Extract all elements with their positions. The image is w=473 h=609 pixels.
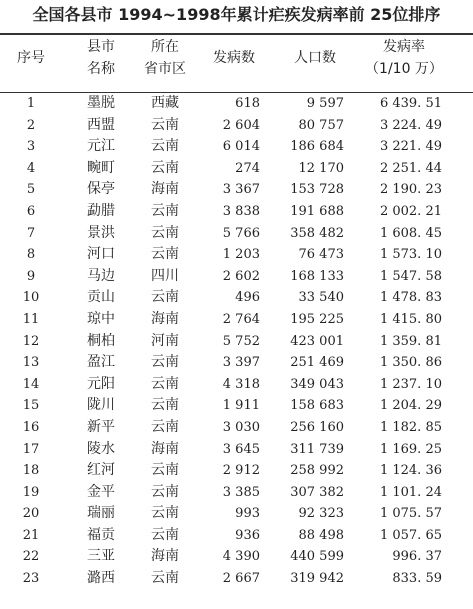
county-name: 元江 [87, 138, 115, 155]
incidence-rate: 2 002. 21 [379, 203, 442, 219]
province-name: 云南 [151, 505, 179, 522]
case-count: 3 645 [222, 441, 260, 457]
header-county: 县市 名称 [87, 39, 115, 77]
county-name: 元阳 [87, 375, 115, 392]
row-index: 23 [22, 571, 40, 587]
table-row [0, 136, 473, 158]
case-count: 1 911 [222, 398, 260, 414]
case-count: 3 397 [222, 355, 260, 371]
population-count: 168 133 [290, 268, 344, 284]
table-row [0, 331, 473, 353]
incidence-rate: 1 547. 58 [379, 268, 442, 284]
table-row [0, 287, 473, 309]
province-name: 云南 [151, 116, 179, 133]
case-count: 6 014 [222, 139, 260, 155]
county-name: 保亭 [87, 181, 115, 198]
row-index: 11 [22, 311, 40, 327]
population-count: 307 382 [290, 484, 344, 500]
county-name: 畹町 [87, 159, 115, 176]
population-count: 76 473 [298, 247, 344, 263]
case-count: 936 [235, 527, 260, 543]
case-count: 2 764 [222, 311, 260, 327]
county-name: 潞西 [87, 570, 115, 587]
county-name: 新平 [87, 418, 115, 435]
province-name: 云南 [151, 202, 179, 219]
county-name: 墨脱 [87, 95, 115, 111]
population-count: 9 597 [306, 96, 344, 111]
case-count: 496 [235, 290, 260, 306]
case-count: 2 667 [222, 571, 260, 587]
table-row [0, 395, 473, 417]
province-name: 云南 [151, 483, 179, 500]
case-count: 2 604 [222, 117, 260, 133]
population-count: 158 683 [290, 398, 344, 414]
table-row [0, 93, 473, 115]
case-count: 3 385 [222, 484, 260, 500]
population-count: 92 323 [298, 506, 344, 522]
incidence-rate: 1 057. 65 [379, 527, 442, 543]
population-count: 88 498 [298, 527, 344, 543]
table-row [0, 244, 473, 266]
top-rule [0, 33, 473, 35]
table-row [0, 503, 473, 525]
population-count: 186 684 [290, 139, 344, 155]
table-row [0, 223, 473, 245]
province-name: 云南 [151, 462, 179, 479]
table-row [0, 525, 473, 547]
county-name: 瑞丽 [87, 505, 115, 522]
case-count: 4 390 [222, 549, 260, 565]
incidence-rate: 1 478. 83 [379, 290, 442, 306]
province-name: 海南 [151, 310, 179, 327]
table-row [0, 417, 473, 439]
row-index: 13 [22, 355, 40, 371]
table-row [0, 179, 473, 201]
province-name: 云南 [151, 246, 179, 263]
county-name: 琼中 [87, 310, 115, 327]
row-index: 18 [22, 463, 40, 479]
province-name: 云南 [151, 224, 179, 241]
province-name: 海南 [151, 548, 179, 565]
population-count: 80 757 [298, 117, 344, 133]
incidence-rate: 1 169. 25 [379, 441, 442, 457]
row-index: 7 [26, 225, 36, 241]
incidence-rate: 1 237. 10 [379, 376, 442, 392]
incidence-rate: 1 204. 29 [379, 398, 442, 414]
table-row [0, 439, 473, 461]
case-count: 2 602 [222, 268, 260, 284]
incidence-rate: 1 124. 36 [379, 463, 442, 479]
header-cases: 发病数 [213, 50, 255, 66]
case-count: 5 766 [222, 225, 260, 241]
county-name: 福贡 [87, 526, 115, 543]
row-index: 9 [26, 268, 36, 284]
row-index: 17 [22, 441, 40, 457]
table-row [0, 158, 473, 180]
row-index: 19 [22, 484, 40, 500]
row-index: 4 [26, 160, 36, 176]
county-name: 盈江 [87, 354, 115, 371]
county-name: 陵水 [87, 440, 115, 457]
incidence-rate: 1 573. 10 [379, 247, 442, 263]
incidence-rate: 1 182. 85 [379, 419, 442, 435]
incidence-rate: 1 608. 45 [379, 225, 442, 241]
county-name: 勐腊 [87, 202, 115, 219]
row-index: 5 [26, 182, 36, 198]
province-name: 海南 [151, 440, 179, 457]
incidence-rate: 1 415. 80 [379, 311, 442, 327]
case-count: 3 030 [222, 419, 260, 435]
row-index: 10 [22, 290, 40, 306]
row-index: 15 [22, 398, 40, 414]
county-name: 陇川 [87, 397, 115, 414]
province-name: 海南 [151, 181, 179, 198]
population-count: 256 160 [290, 419, 344, 435]
case-count: 2 912 [222, 463, 260, 479]
case-count: 5 752 [222, 333, 260, 349]
case-count: 3 367 [222, 182, 260, 198]
population-count: 191 688 [290, 203, 344, 219]
incidence-rate: 1 075. 57 [379, 506, 442, 522]
county-name: 金平 [87, 483, 115, 500]
incidence-rate: 1 350. 86 [379, 355, 442, 371]
incidence-rate: 833. 59 [392, 571, 442, 587]
case-count: 274 [235, 160, 260, 176]
row-index: 12 [22, 333, 40, 349]
row-index: 21 [22, 527, 40, 543]
row-index: 20 [22, 506, 40, 522]
row-index: 8 [26, 247, 36, 263]
incidence-rate: 996. 37 [392, 549, 442, 565]
province-name: 云南 [151, 159, 179, 176]
population-count: 258 992 [290, 463, 344, 479]
table-title: 全国各县市 1994~1998年累计疟疾发病率前 25位排序 [32, 5, 441, 24]
row-index: 2 [26, 117, 36, 133]
county-name: 贡山 [87, 289, 115, 306]
incidence-rate: 1 101. 24 [379, 484, 442, 500]
population-count: 349 043 [290, 376, 344, 392]
population-count: 195 225 [290, 311, 344, 327]
province-name: 西藏 [151, 95, 179, 111]
table-row [0, 460, 473, 482]
population-count: 358 482 [290, 225, 344, 241]
county-name: 景洪 [87, 224, 115, 241]
population-count: 311 739 [290, 441, 344, 457]
incidence-rate: 2 251. 44 [379, 160, 442, 176]
province-name: 云南 [151, 138, 179, 155]
table-row [0, 374, 473, 396]
population-count: 12 170 [298, 160, 344, 176]
population-count: 319 942 [290, 571, 344, 587]
province-name: 云南 [151, 418, 179, 435]
table-row [0, 352, 473, 374]
incidence-rate: 3 224. 49 [379, 117, 442, 133]
row-index: 16 [22, 419, 40, 435]
row-index: 22 [22, 549, 40, 565]
row-index: 1 [26, 96, 36, 111]
population-count: 153 728 [290, 182, 344, 198]
table-header [0, 36, 473, 92]
incidence-rate: 3 221. 49 [379, 139, 442, 155]
case-count: 1 203 [222, 247, 260, 263]
table-body [0, 93, 473, 590]
case-count: 993 [235, 506, 260, 522]
table-row [0, 568, 473, 590]
table-row [0, 115, 473, 137]
county-name: 西盟 [87, 116, 115, 133]
county-name: 河口 [87, 246, 115, 263]
province-name: 云南 [151, 397, 179, 414]
table-row [0, 546, 473, 568]
incidence-rate: 1 359. 81 [379, 333, 442, 349]
province-name: 云南 [151, 289, 179, 306]
case-count: 3 838 [222, 203, 260, 219]
population-count: 440 599 [290, 549, 344, 565]
province-name: 云南 [151, 375, 179, 392]
province-name: 河南 [151, 332, 179, 349]
table-row [0, 482, 473, 504]
row-index: 14 [22, 376, 40, 392]
county-name: 红河 [87, 462, 115, 479]
table-row [0, 309, 473, 331]
row-index: 6 [26, 203, 36, 219]
province-name: 四川 [151, 267, 179, 284]
population-count: 251 469 [290, 355, 344, 371]
header-rate: 发病率 （1/10 万） [365, 39, 443, 77]
population-count: 33 540 [298, 290, 344, 306]
row-index: 3 [26, 139, 36, 155]
population-count: 423 001 [290, 333, 344, 349]
header-population: 人口数 [294, 50, 336, 66]
table-row [0, 201, 473, 223]
header-index: 序号 [17, 50, 45, 66]
province-name: 云南 [151, 570, 179, 587]
county-name: 马边 [87, 267, 115, 284]
province-name: 云南 [151, 354, 179, 371]
county-name: 桐柏 [87, 332, 115, 349]
incidence-rate: 6 439. 51 [379, 96, 442, 111]
county-name: 三亚 [87, 548, 115, 565]
header-province: 所在 省市区 [144, 39, 186, 77]
incidence-rate: 2 190. 23 [379, 182, 442, 198]
table-row [0, 266, 473, 288]
case-count: 4 318 [222, 376, 260, 392]
province-name: 云南 [151, 526, 179, 543]
case-count: 618 [235, 96, 260, 111]
